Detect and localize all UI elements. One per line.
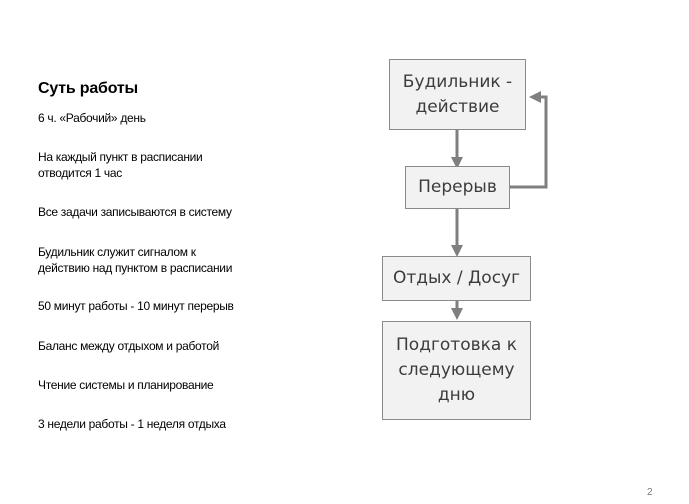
node-label: Подготовка к xyxy=(396,335,517,355)
node-label: дню xyxy=(437,385,476,405)
node-break xyxy=(405,166,510,209)
node-alarm xyxy=(389,59,526,130)
bullet-line: действию над пунктом в расписании xyxy=(38,261,233,275)
bullet-line: 3 недели работы - 1 неделя отдыха xyxy=(38,417,226,431)
bullet-line: 50 минут работы - 10 минут перерыв xyxy=(38,299,234,313)
bullet-line: Будильник служит сигналом к xyxy=(38,245,196,259)
node-label: следующему xyxy=(398,360,515,380)
node-rest xyxy=(382,256,531,301)
slide-title: Суть работы xyxy=(38,80,138,97)
node-label: Будильник - xyxy=(402,71,513,92)
node-label: действие xyxy=(415,96,500,117)
bullet-line: Баланс между отдыхом и работой xyxy=(38,339,220,353)
page-number: 2 xyxy=(647,487,653,498)
node-prep xyxy=(382,321,531,420)
node-label: Отдых / Досуг xyxy=(392,268,521,288)
bullet-line: На каждый пункт в расписании xyxy=(38,150,203,164)
node-label: Перерыв xyxy=(418,177,497,197)
bullet-line: 6 ч. «Рабочий» день xyxy=(38,111,146,125)
bullet-line: отводится 1 час xyxy=(38,166,122,180)
bullet-line: Все задачи записываются в систему xyxy=(38,205,232,219)
bullet-line: Чтение системы и планирование xyxy=(38,378,214,392)
